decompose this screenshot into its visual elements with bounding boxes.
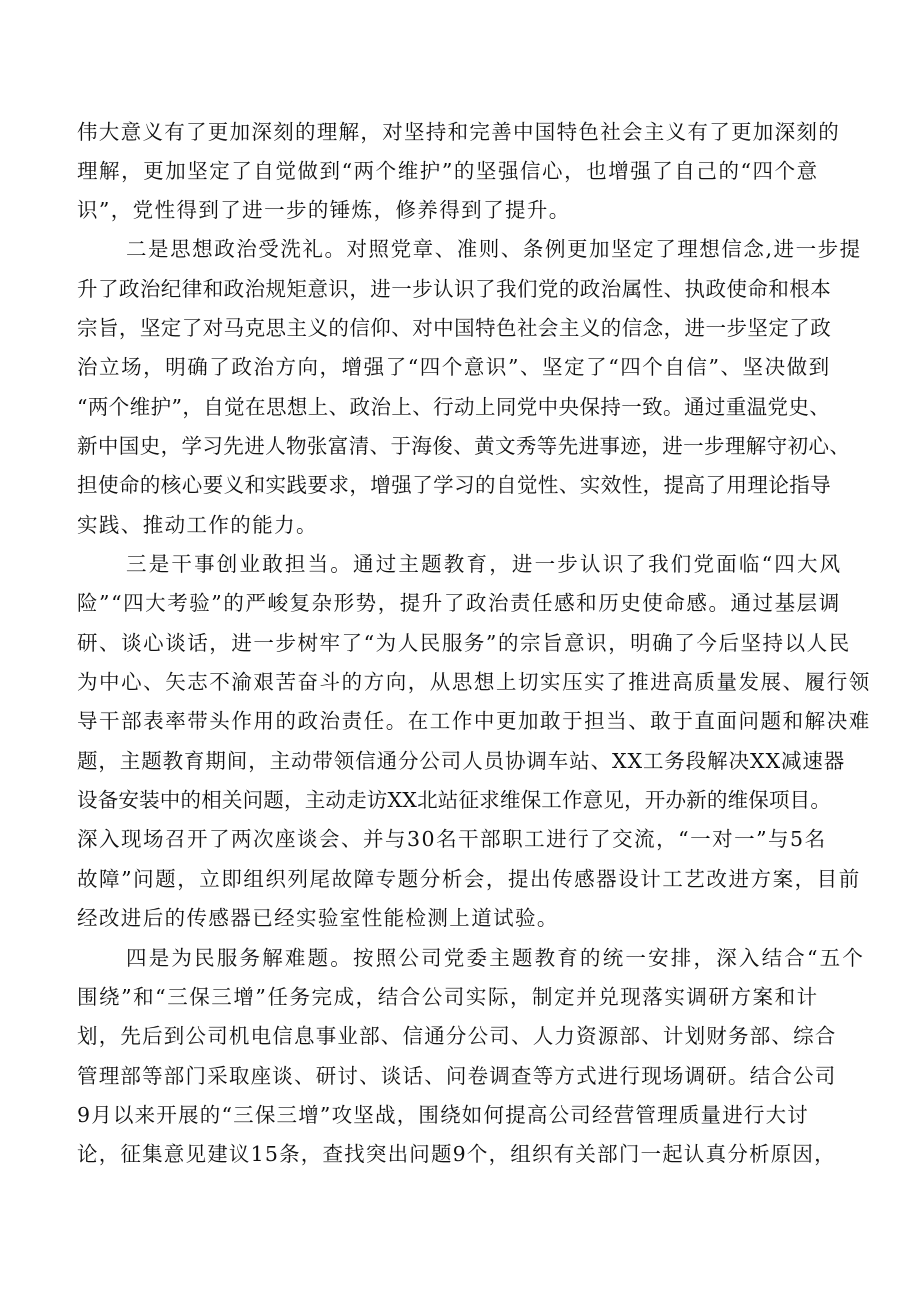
text-line: “两个维护”，自觉在思想上、政治上、行动上同党中央保持一致。通过重温党史、 [77,395,831,419]
text-line: 论，征集意见建议15条，查找突出问题9个，组织有关部门一起认真分析原因， [77,1142,836,1166]
text-line: 险”“四大考验”的严峻复杂形势，提升了政治责任感和历史使命感。通过基层调 [77,591,841,615]
text-line: 伟大意义有了更加深刻的理解，对坚持和完善中国特色社会主义有了更加深刻的 [77,120,840,144]
text-line: 宗旨，坚定了对马克思主义的信仰、对中国特色社会主义的信念，进一步坚定了政 [77,316,832,340]
text-line: 二是思想政治受洗礼。对照党章、准则、条例更加坚定了理想信念,进一步提 [126,237,862,261]
text-line: 升了政治纪律和政治规矩意识，进一步认识了我们党的政治属性、执政使命和根本 [77,277,832,301]
text-line: 识”，党性得到了进一步的锤炼，修养得到了提升。 [77,198,571,222]
text-line: 题，主题教育期间，主动带领信通分公司人员协调车站、XX工务段解决XX减速器 [77,749,846,773]
text-line: 三是干事创业敢担当。通过主题教育，进一步认识了我们党面临“四大风 [126,552,843,576]
text-line: 新中国史，学习先进人物张富清、于海俊、黄文秀等先进事迹，进一步理解守初心、 [77,434,851,458]
text-line: 围绕”和“三保三增”任务完成，结合公司实际，制定并兑现落实调研方案和计 [77,985,819,1009]
text-line: 9月以来开展的“三保三增”攻坚战，围绕如何提高公司经营管理质量进行大讨 [77,1103,810,1127]
text-line: 导干部表率带头作用的政治责任。在工作中更加敢于担当、敢于直面问题和解决难 [77,709,871,733]
text-line: 实践、推动工作的能力。 [77,513,318,537]
text-line: 理解，更加坚定了自觉做到“两个维护”的坚强信心，也增强了自己的“四个意 [77,159,819,183]
text-line: 管理部等部门采取座谈、研讨、谈话、问卷调查等方式进行现场调研。结合公司 [77,1064,837,1088]
text-line: 研、谈心谈话，进一步树牢了“为人民服务”的宗旨意识，明确了今后坚持以人民 [77,631,851,655]
text-line: 治立场，明确了政治方向，增强了“四个意识”、坚定了“四个自信”、坚决做到 [77,355,831,379]
text-line: 设备安装中的相关问题，主动走访XX北站征求维保工作意见，开办新的维保项目。 [77,788,832,812]
text-line: 四是为民服务解难题。按照公司党委主题教育的统一安排，深入结合“五个 [126,946,866,970]
text-line: 担使命的核心要义和实践要求，增强了学习的自觉性、实效性，提高了用理论指导 [77,473,832,497]
text-line: 划，先后到公司机电信息事业部、信通分公司、人力资源部、计划财务部、综合 [77,1024,837,1048]
text-line: 经改进后的传感器已经实验室性能检测上道试验。 [77,906,559,930]
text-line: 深入现场召开了两次座谈会、并与30名干部职工进行了交流，“一对一”与5名 [77,827,827,851]
text-line: 故障”问题，立即组织列尾故障专题分析会，提出传感器设计工艺改进方案，目前 [77,867,861,891]
text-line: 为中心、矢志不渝艰苦奋斗的方向，从思想上切实压实了推进高质量发展、履行领 [77,670,871,694]
